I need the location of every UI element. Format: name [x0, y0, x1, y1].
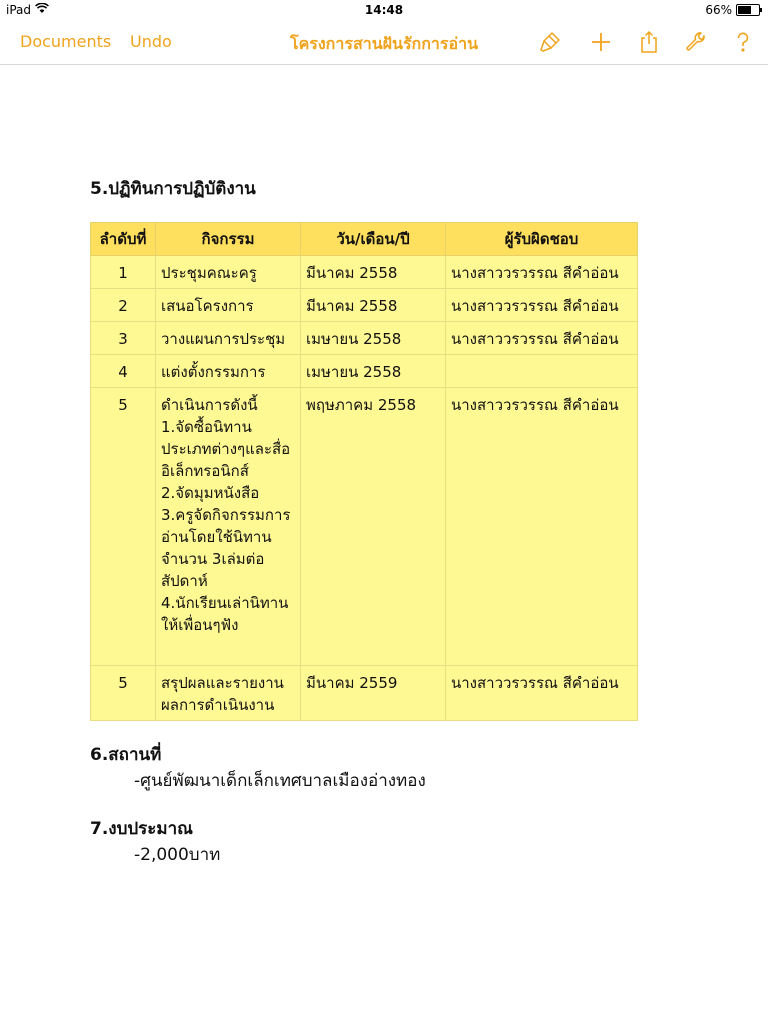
- section6-text: -ศูนย์พัฒนาเด็กเล็กเทศบาลเมืองอ่างทอง: [134, 771, 426, 791]
- undo-button[interactable]: Undo: [130, 32, 172, 51]
- header-owner: ผู้รับผิดชอบ: [446, 223, 638, 256]
- row-activity: แต่งตั้งกรรมการ: [156, 355, 301, 388]
- status-time: 14:48: [364, 3, 404, 17]
- document-title[interactable]: โครงการสานฝันรักการอ่าน: [289, 34, 479, 53]
- row-no: 3: [91, 322, 156, 355]
- row-activity: ประชุมคณะครู: [156, 256, 301, 289]
- documents-button[interactable]: Documents: [20, 32, 112, 51]
- status-bar: [0, 0, 768, 20]
- row-date: มีนาคม 2559: [301, 666, 446, 721]
- help-icon[interactable]: [731, 30, 755, 54]
- add-icon[interactable]: [589, 30, 613, 54]
- row-date: มีนาคม 2558: [301, 256, 446, 289]
- toolbar: [0, 20, 768, 65]
- paintbrush-icon[interactable]: [538, 30, 562, 54]
- row-no: 1: [91, 256, 156, 289]
- wrench-icon[interactable]: [684, 30, 708, 54]
- row-no: 4: [91, 355, 156, 388]
- row-activity: ดำเนินการดังนี้ 1.จัดซื้อนิทาน ประเภทต่างๆและสื่อ อิเล็กทรอนิกส์ 2.จัดมุมหนังสือ 3.ครูจัดกิจกรรมการ อ่านโดยใช้นิทาน จำนวน 3เล่มต่อ สัปดาห์ 4.นักเรียนเล่านิทาน ให้เพื่อนๆฟัง: [156, 388, 301, 666]
- table-header-row: [91, 223, 638, 256]
- table-row[interactable]: [91, 322, 638, 355]
- table-row[interactable]: [91, 388, 638, 666]
- row-owner: นางสาววรวรรณ สีคำอ่อน: [446, 322, 638, 355]
- row-date: มีนาคม 2558: [301, 289, 446, 322]
- header-no: ลำดับที่: [91, 223, 156, 256]
- table-row[interactable]: [91, 256, 638, 289]
- row-date: เมษายน 2558: [301, 322, 446, 355]
- share-icon[interactable]: [637, 30, 661, 54]
- row-no: 2: [91, 289, 156, 322]
- row-no: 5: [91, 666, 156, 721]
- row-activity: วางแผนการประชุม: [156, 322, 301, 355]
- row-activity: เสนอโครงการ: [156, 289, 301, 322]
- header-date: วัน/เดือน/ปี: [301, 223, 446, 256]
- battery-percent: 66%: [705, 3, 732, 17]
- table-row[interactable]: [91, 355, 638, 388]
- section7-text: -2,000บาท: [134, 845, 221, 865]
- row-owner: นางสาววรวรรณ สีคำอ่อน: [446, 388, 638, 666]
- header-activity: กิจกรรม: [156, 223, 301, 256]
- battery-icon: [736, 4, 760, 16]
- row-owner: นางสาววรวรรณ สีคำอ่อน: [446, 256, 638, 289]
- row-owner: นางสาววรวรรณ สีคำอ่อน: [446, 666, 638, 721]
- section5-heading: 5.ปฏิทินการปฏิบัติงาน: [90, 179, 256, 199]
- section7-heading: 7.งบประมาณ: [90, 819, 193, 839]
- table-row[interactable]: [91, 289, 638, 322]
- table-row[interactable]: [91, 666, 638, 721]
- row-date: เมษายน 2558: [301, 355, 446, 388]
- row-owner: นางสาววรวรรณ สีคำอ่อน: [446, 289, 638, 322]
- device-label: iPad: [6, 3, 32, 17]
- row-activity: สรุปผลและรายงาน ผลการดำเนินงาน: [156, 666, 301, 721]
- row-date: พฤษภาคม 2558: [301, 388, 446, 666]
- row-owner: [446, 355, 638, 388]
- row-no: 5: [91, 388, 156, 666]
- section6-heading: 6.สถานที่: [90, 745, 162, 765]
- schedule-table[interactable]: [90, 222, 638, 721]
